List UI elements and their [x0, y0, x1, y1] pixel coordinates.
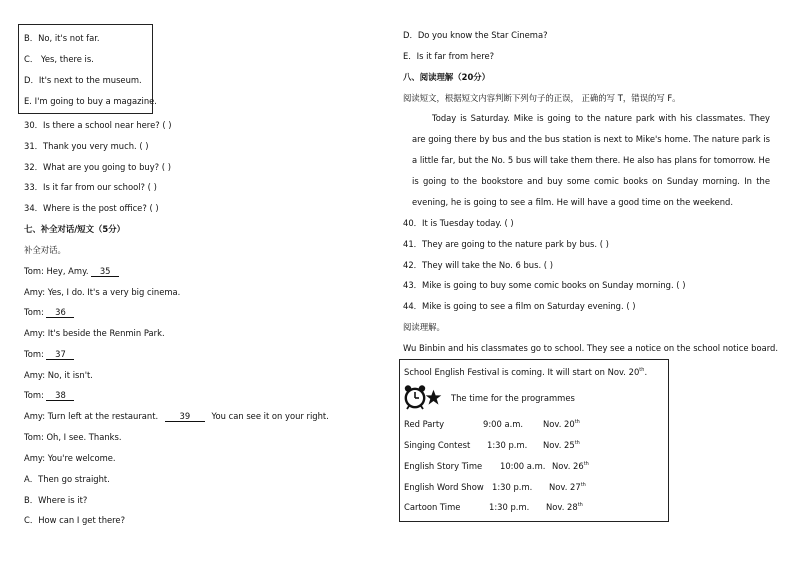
event-date-sup: th — [580, 482, 586, 488]
event-date-sup: th — [577, 502, 583, 508]
notice-headline — [404, 367, 647, 378]
event-date-sup: th — [583, 461, 589, 467]
event-date-sup: th — [574, 440, 580, 446]
option-e: E. I'm going to buy a magazine. — [24, 96, 157, 106]
statement-42: 42．They will take the No. 6 bus. ( ) — [403, 260, 553, 270]
statement-44: 44．Mike is going to see a film on Saturday evening. ( ) — [403, 301, 636, 311]
dialogue-text: Tom: — [24, 307, 44, 317]
reading2-instruction: 阅读理解。 — [403, 322, 445, 332]
option-b: B．No, it's not far. — [24, 33, 100, 43]
statement-41: 41．They are going to the nature park by bus. ( ) — [403, 239, 609, 249]
dialogue-line-8 — [24, 411, 329, 422]
dialogue-text: Tom: Hey, Amy. — [24, 266, 89, 276]
blank-36[interactable]: 36 — [46, 307, 74, 318]
dialogue-text: Amy: Turn left at the restaurant. — [24, 411, 159, 421]
dialogue-text: Tom: — [24, 349, 44, 359]
blank-35[interactable]: 35 — [91, 266, 119, 277]
event-date-sup: th — [574, 419, 580, 425]
reading-passage — [412, 108, 770, 213]
event-name: English Word Show — [404, 482, 484, 492]
event-name: English Story Time — [404, 461, 483, 471]
section8-instruction: 阅读短文，根据短文内容判断下列句子的正误， 正确的写 T，错误的写 F。 — [403, 93, 681, 103]
event-name: Singing Contest — [404, 440, 471, 450]
blank-37[interactable]: 37 — [46, 349, 74, 360]
question-32: 32．What are you going to buy? ( ) — [24, 162, 171, 172]
statement-43: 43．Mike is going to buy some comic books on Sunday morning. ( ) — [403, 280, 686, 290]
dialogue-line-1 — [24, 266, 119, 277]
dialogue-line-4: Amy: It's beside the Renmin Park. — [24, 328, 165, 338]
question-34: 34．Where is the post office? ( ) — [24, 203, 159, 213]
question-33: 33．Is it far from our school? ( ) — [24, 182, 157, 192]
event-time: 10:00 a.m. — [500, 461, 546, 471]
option-d: D．It's next to the museum. — [24, 75, 142, 85]
option-d-right: D．Do you know the Star Cinema? — [403, 30, 548, 40]
statement-40: 40．It is Tuesday today. ( ) — [403, 218, 514, 228]
event-time: 1:30 p.m. — [487, 440, 528, 450]
notice-headline-sup: th — [639, 367, 645, 373]
programmes-title: The time for the programmes — [451, 393, 575, 403]
event-date-text: Nov. 26 — [552, 461, 584, 471]
question-31: 31．Thank you very much. ( ) — [24, 141, 149, 151]
event-date-text: Nov. 20 — [543, 419, 575, 429]
star-icon — [425, 389, 442, 406]
option-e-right: E．Is it far from here? — [403, 51, 495, 61]
dialogue-line-6: Amy: No, it isn't. — [24, 370, 93, 380]
blank-39[interactable]: 39 — [165, 411, 205, 422]
event-name: Cartoon Time — [404, 502, 461, 512]
event-date — [546, 502, 583, 513]
answer-option-c: C．How can I get there? — [24, 515, 126, 525]
event-time: 1:30 p.m. — [492, 482, 533, 492]
dialogue-line-7 — [24, 390, 74, 401]
dialogue-line-5 — [24, 349, 74, 360]
alarm-clock-icon — [403, 384, 427, 410]
event-date-text: Nov. 25 — [543, 440, 575, 450]
question-30: 30．Is there a school near here? ( ) — [24, 120, 172, 130]
blank-38[interactable]: 38 — [46, 390, 74, 401]
event-date-text: Nov. 27 — [549, 482, 581, 492]
event-time: 1:30 p.m. — [489, 502, 530, 512]
section7-instruction: 补全对话。 — [24, 245, 66, 255]
dialogue-text: Tom: — [24, 390, 44, 400]
dialogue-text: You can see it on your right. — [211, 411, 329, 421]
dialogue-line-2: Amy: Yes, I do. It's a very big cinema. — [24, 287, 181, 297]
passage-text: Today is Saturday. Mike is going to the nature park with his classmates. They are going there by bus and the bus station is next to Mike's home. The nature park is a little far, but the No. 5 bus will take them there. He also has plans for tomorrow. He is going to the bookstore and buy some comic books on Sunday morning. In the evening, he is going to see a film. He will have a good time on the weekend. — [412, 113, 770, 207]
event-date-text: Nov. 28 — [546, 502, 578, 512]
section7-title: 七、补全对话/短文（5分） — [24, 224, 126, 234]
section8-title: 八、阅读理解（20分） — [403, 72, 491, 82]
event-name: Red Party — [404, 419, 445, 429]
answer-option-a: A．Then go straight. — [24, 474, 110, 484]
event-date — [543, 440, 580, 451]
dialogue-line-10: Amy: You're welcome. — [24, 453, 116, 463]
dialogue-line-9: Tom: Oh, I see. Thanks. — [24, 432, 122, 442]
answer-option-b: B．Where is it? — [24, 495, 88, 505]
notice-intro: Wu Binbin and his classmates go to school. They see a notice on the school notice board. — [403, 343, 779, 353]
event-date — [552, 461, 589, 472]
event-time: 9:00 a.m. — [483, 419, 524, 429]
event-date — [543, 419, 580, 430]
dialogue-line-3 — [24, 307, 74, 318]
notice-headline-text: School English Festival is coming. It will start on Nov. 20 — [404, 367, 640, 377]
option-c: C． Yes, there is. — [24, 54, 94, 64]
notice-headline-end: . — [644, 367, 648, 377]
event-date — [549, 482, 586, 493]
